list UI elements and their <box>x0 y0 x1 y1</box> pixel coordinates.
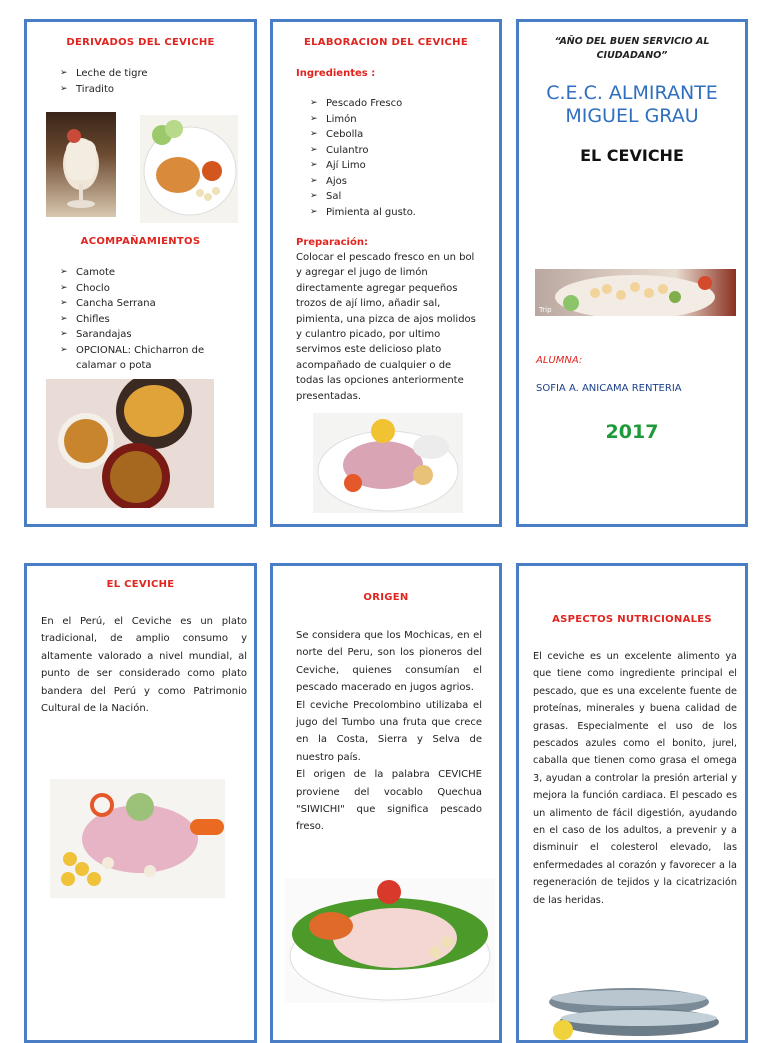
alumna-label: ALUMNA: <box>536 355 583 366</box>
origen-paragraph-3: El origen de la palabra CEVICHE proviene del vocablo Quechua "SIWICHI" que significa pescado freso. <box>296 769 482 833</box>
leche-de-tigre-image <box>46 112 116 217</box>
list-item: ➢ Pescado Fresco <box>310 96 480 112</box>
list-item: ➢ Leche de tigre <box>60 66 240 82</box>
list-item: ➢ Sal <box>310 189 480 205</box>
origen-text-block <box>296 627 482 836</box>
list-item: ➢ Pimienta al gusto. <box>310 205 480 221</box>
acompanamientos-list <box>60 265 225 374</box>
origen-paragraph-2: El ceviche Precolombino utilizaba el jugo del Tumbo una fruta que crece en la Costa, Sierra y Selva de nuestro país. <box>296 699 482 763</box>
list-item: ➢ Culantro <box>310 143 480 159</box>
acompanamientos-heading: ACOMPAÑAMIENTOS <box>80 236 201 247</box>
panel-origen <box>270 563 502 1043</box>
photo-watermark: Trip <box>539 306 552 314</box>
preparacion-text: Colocar el pescado fresco en un bol y agregar el jugo de limón directamente agregar pequeños trozos de ají limo, añadir sal, pimienta, una pizca de ajos molidos y culantro picado, por ultimo servimos este delicioso plato acompañado de cualquier o de todas las opciones anteriormente presentadas. <box>296 252 476 402</box>
aspectos-text: El ceviche es un excelente alimento ya que tiene como ingrediente principal el pescado, que es una excelente fuente de proteínas, minerales y buena calidad de grasas. Especialmente el uso de los pescados azules como el bonito, jurel, caballa que tienen como grasa el omega 3, ayudan a controlar la presión arterial y mejora la función cardiaca. El pescado es un alimento de fácil digestión, ayudando en el caso de los adultos, a prevenir y a disminuir el colesterol elevado, las enfermedades al corazón y favorecer a la regeneración de tejidos y la cicatrización de las heridas. <box>533 651 737 906</box>
list-item: ➢ Ajos <box>310 174 480 190</box>
el-ceviche-text: En el Perú, el Ceviche es un plato tradicional, de amplio consumo y altamente valorado a nivel mundial, al punto de ser considerado como plato bandera del Perú y como Patrimonio Cultural de la Nación. <box>41 616 247 715</box>
list-item: ➢ Chifles <box>60 312 225 328</box>
list-item: ➢ Cebolla <box>310 127 480 143</box>
alumna-name: SOFIA A. ANICAMA RENTERIA <box>536 383 682 394</box>
list-item: ➢ Tiradito <box>60 82 240 98</box>
panel-portada <box>516 19 748 527</box>
ingredients-list <box>310 96 480 220</box>
derivados-heading: DERIVADOS DEL CEVICHE <box>66 37 215 48</box>
aspectos-heading: ASPECTOS NUTRICIONALES <box>552 614 712 625</box>
list-item: ➢ Limón <box>310 112 480 128</box>
origen-heading: ORIGEN <box>363 592 409 603</box>
origen-paragraph-1: Se considera que los Mochicas, en el norte del Peru, son los pioneros del Ceviche, quienes consumían el pescado macerado en jugos agrios. <box>296 630 482 694</box>
panel-aspectos-nutricionales <box>516 563 748 1043</box>
list-item: ➢ Cancha Serrana <box>60 296 225 312</box>
list-item: ➢ Ají Limo <box>310 158 480 174</box>
school-name: C.E.C. ALMIRANTE MIGUEL GRAU <box>546 82 718 127</box>
list-item: ➢ Sarandajas <box>60 327 225 343</box>
derivados-list <box>60 66 240 97</box>
panel-elaboracion <box>270 19 502 527</box>
acompanamientos-image <box>46 379 214 508</box>
elaboracion-heading: ELABORACION DEL CEVICHE <box>304 37 468 48</box>
fish-image <box>539 970 729 1043</box>
el-ceviche-heading: EL CEVICHE <box>106 579 175 590</box>
cover-title: EL CEVICHE <box>580 146 684 165</box>
list-item: ➢ OPCIONAL: Chicharron de calamar o pota <box>60 343 225 374</box>
cover-ceviche-image <box>535 269 736 316</box>
motto-text: “AÑO DEL BUEN SERVICIO AL CIUDADANO” <box>554 36 710 61</box>
ceviche-plate-image <box>313 413 463 513</box>
ceviche-lettuce-image <box>285 878 495 1003</box>
panel-derivados <box>24 19 257 527</box>
preparacion-heading: Preparación: <box>296 237 368 248</box>
panel-el-ceviche <box>24 563 257 1043</box>
ceviche-choclo-image <box>50 779 225 898</box>
ingredientes-heading: Ingredientes : <box>296 68 376 79</box>
year-text: 2017 <box>605 421 659 443</box>
list-item: ➢ Choclo <box>60 281 225 297</box>
tiradito-image <box>140 115 238 223</box>
list-item: ➢ Camote <box>60 265 225 281</box>
